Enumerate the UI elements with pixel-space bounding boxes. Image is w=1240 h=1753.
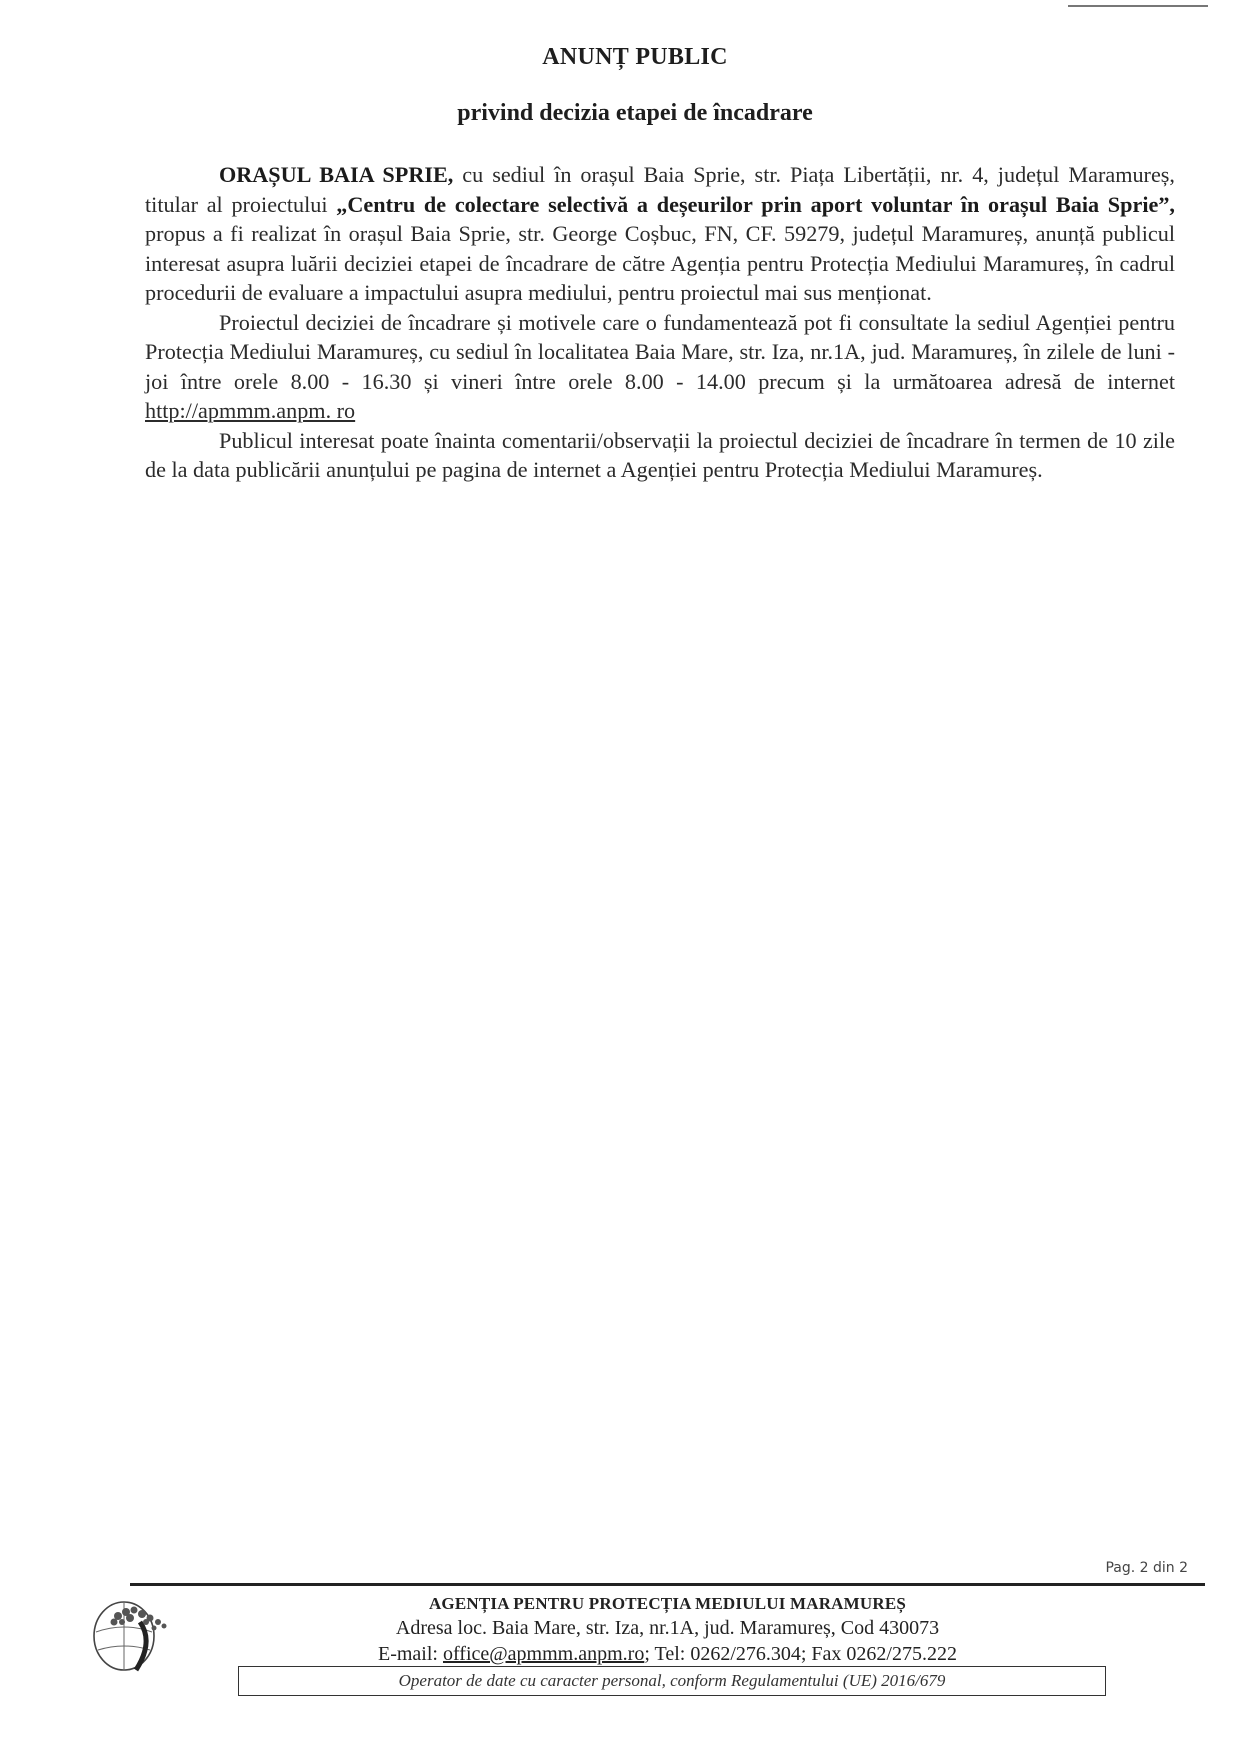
- entity-name: ORAȘUL BAIA SPRIE,: [219, 162, 454, 187]
- paragraph-3-text: Publicul interesat poate înainta comentarii/observații la proiectul deciziei de încadrare în termen de 10 zile de la data publicării anunțului pe pagina de internet a Agenției pentru Protecția Mediului Maramureș.: [145, 427, 1175, 482]
- paragraph-1: [145, 160, 1175, 308]
- document-subtitle: privind decizia etapei de încadrare: [457, 100, 813, 126]
- paragraph-1-text-b: propus a fi realizat în orașul Baia Sprie, str. George Coșbuc, FN, CF. 59279, județul Maramureș, anunță publicul interesat asupra luării deciziei etapei de încadrare de către Agenția pentru Protecția Mediului Maramureș, în cadrul procedurii de evaluare a impactului asupra mediului, pentru proiectul mai sus menționat.: [145, 221, 1175, 305]
- phone-fax: ; Tel: 0262/276.304; Fax 0262/275.222: [644, 1643, 957, 1665]
- gdpr-notice: Operator de date cu caracter personal, conform Regulamentului (UE) 2016/679: [238, 1666, 1106, 1696]
- top-scan-line: [1068, 5, 1208, 7]
- document-title: ANUNȚ PUBLIC: [542, 44, 728, 70]
- email-label: E-mail:: [378, 1643, 443, 1665]
- agency-address: Adresa loc. Baia Mare, str. Iza, nr.1A, jud. Maramureș, Cod 430073: [395, 1617, 940, 1639]
- paragraph-3: [145, 426, 1175, 485]
- document-body: [145, 160, 1175, 485]
- agency-contact: [130, 1641, 1205, 1667]
- footer-divider: [130, 1583, 1205, 1586]
- project-name: „Centru de colectare selectivă a deșeurilor prin aport voluntar în orașul Baia Sprie”,: [336, 191, 1175, 217]
- paragraph-1-text-a: cu sediul în orașul Baia Sprie, str. Piața Libertății, nr. 4, județul Maramureș, titular al proiectului: [145, 162, 1175, 217]
- email-link[interactable]: office@apmmm.anpm.ro: [442, 1643, 645, 1665]
- paragraph-2-text: Proiectul deciziei de încadrare și motivele care o fundamentează pot fi consultate la sediul Agenției pentru Protecția Mediului Maramureș, cu sediul în localitatea Baia Mare, str. Iza, nr.1A, jud. Maramureș, în zilele de luni - joi între orele 8.00 - 16.30 și vineri între orele 8.00 - 14.00 precum și la următoarea adresă de internet: [145, 309, 1175, 394]
- agency-name: AGENȚIA PENTRU PROTECȚIA MEDIULUI MARAMUREȘ: [428, 1594, 907, 1613]
- paragraph-2: [145, 308, 1175, 426]
- page-number: Pag. 2 din 2: [1105, 1560, 1188, 1576]
- footer: [130, 1593, 1205, 1667]
- website-link[interactable]: http://apmmm.anpm. ro: [145, 398, 356, 423]
